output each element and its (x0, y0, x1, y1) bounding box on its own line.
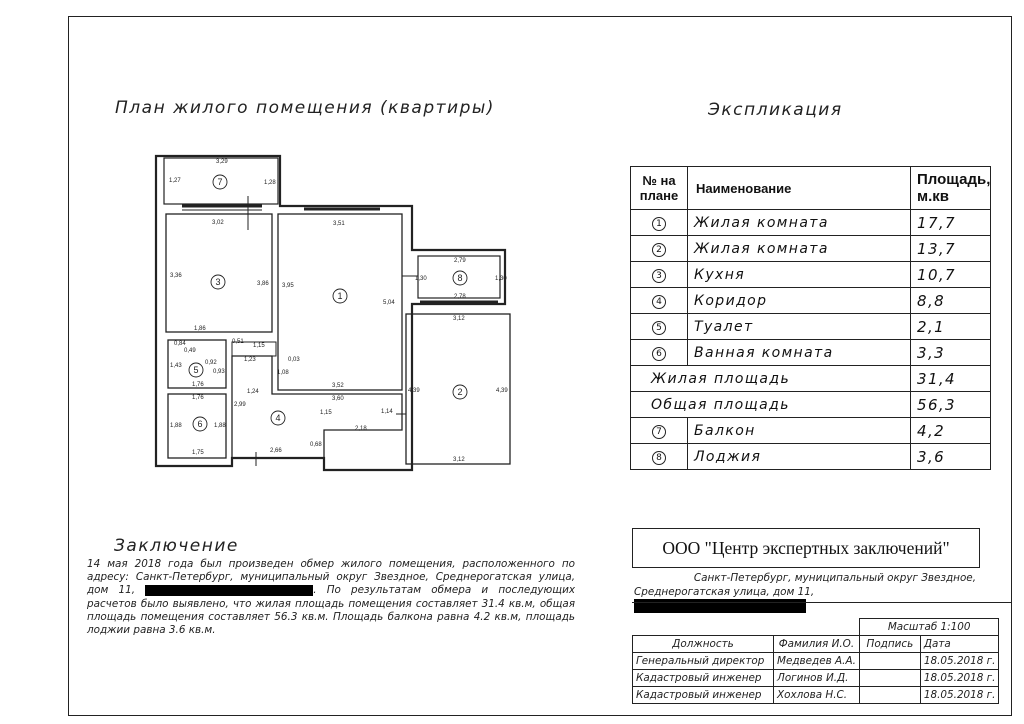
company-name: ООО "Центр экспертных заключений" (632, 528, 980, 568)
dim-label: 0,03 (288, 357, 300, 363)
dim-label: 1,28 (264, 180, 276, 186)
room-name: Лоджия (688, 444, 911, 470)
room-number-circle: 8 (652, 451, 666, 465)
table-row (631, 418, 991, 444)
total-area-label: Общая площадь (631, 392, 911, 418)
address-line-2: Среднерогатская улица, дом 11, (634, 586, 815, 598)
header-sign: Подпись (859, 636, 920, 653)
explication-title: Экспликация (708, 100, 843, 120)
address-line-1: Санкт-Петербург, муниципальный округ Звездное, (693, 572, 976, 584)
room-3-number: 3 (215, 277, 221, 287)
signature-cell (859, 670, 920, 687)
dim-label: 0,51 (232, 339, 244, 345)
room-name: Жилая комната (688, 210, 911, 236)
dim-label: 0,84 (174, 341, 186, 347)
header-date: Дата (920, 636, 999, 653)
dim-label: 3,95 (282, 283, 294, 289)
dim-label: 1,23 (244, 357, 256, 363)
table-row (631, 444, 991, 470)
room-number-circle: 5 (652, 321, 666, 335)
total-area-row (631, 392, 991, 418)
room-area: 17,7 (911, 210, 991, 236)
room-number-circle: 3 (652, 269, 666, 283)
room-1-number: 1 (337, 291, 343, 301)
room-number-circle: 4 (652, 295, 666, 309)
room-8-number: 8 (457, 273, 463, 283)
dim-label: 3,60 (332, 396, 344, 402)
dim-label: 2,18 (355, 426, 367, 432)
company-address (634, 571, 980, 613)
room-name: Ванная комната (688, 340, 911, 366)
dim-label: 3,02 (212, 220, 224, 226)
table-row (631, 236, 991, 262)
signature-header-row (633, 636, 999, 653)
explication-table (630, 166, 991, 470)
room-area: 3,3 (911, 340, 991, 366)
dim-label: 2,99 (234, 402, 246, 408)
conclusion-text-part2: . По результатам обмера и последующих расчетов было выявлено, что жилая площадь помещения составляет 31.4 кв.м, общая площадь помещения составляет 56.3 кв.м. Площадь балкона равна 4.2 кв.м, площадь лоджии равна 3.6 кв.м. (87, 584, 575, 637)
dim-label: 1,08 (277, 370, 289, 376)
header-name: Фамилия И.О. (774, 636, 860, 653)
dim-label: 1,76 (192, 395, 204, 401)
room-name: Кухня (688, 262, 911, 288)
dim-label: 4,39 (408, 388, 420, 394)
room-7-number: 7 (217, 177, 223, 187)
room-name: Балкон (688, 418, 911, 444)
position: Кадастровый инженер (633, 670, 774, 687)
total-area-value: 56,3 (911, 392, 991, 418)
conclusion-title: Заключение (114, 536, 239, 556)
sign-date: 18.05.2018 г. (920, 687, 999, 704)
dim-label: 1,15 (253, 343, 265, 349)
dim-label: 3,12 (453, 457, 465, 463)
header-num: № на плане (631, 167, 688, 210)
redaction-bar (145, 585, 313, 596)
dim-label: 1,88 (170, 423, 182, 429)
conclusion-text-part1: 14 мая 2018 года был произведен обмер жилого помещения, расположенного по адресу: Санкт-Петербург, муниципальный округ Звездное, Среднерогатская улица, дом 11, (87, 558, 575, 597)
room-number-circle: 1 (652, 217, 666, 231)
dim-label: 0,49 (184, 348, 196, 354)
room-number-circle: 2 (652, 243, 666, 257)
dim-label: 1,27 (169, 178, 181, 184)
dim-label: 3,36 (170, 273, 182, 279)
dim-label: 2,79 (454, 258, 466, 264)
table-row (631, 288, 991, 314)
dim-label: 3,52 (332, 383, 344, 389)
room-area: 4,2 (911, 418, 991, 444)
dim-label: 1,76 (192, 382, 204, 388)
signature-cell (859, 653, 920, 670)
dim-label: 0,93 (213, 369, 225, 375)
table-row (631, 314, 991, 340)
dim-label: 2,66 (270, 448, 282, 454)
header-area: Площадь, м.кв (911, 167, 991, 210)
room-4-number: 4 (275, 413, 281, 423)
room-name: Туалет (688, 314, 911, 340)
dim-label: 1,43 (170, 363, 182, 369)
room-area: 2,1 (911, 314, 991, 340)
dim-label: 1,75 (192, 450, 204, 456)
sign-date: 18.05.2018 г. (920, 653, 999, 670)
signature-cell (859, 687, 920, 704)
person-name: Логинов И.Д. (774, 670, 860, 687)
room-area: 8,8 (911, 288, 991, 314)
dim-label: 5,04 (383, 300, 395, 306)
dim-label: 0,68 (310, 442, 322, 448)
header-name: Наименование (688, 167, 911, 210)
dim-label: 1,14 (381, 409, 393, 415)
dim-label: 0,92 (205, 360, 217, 366)
conclusion-text (87, 558, 575, 637)
scale-row (633, 619, 999, 636)
room-area: 13,7 (911, 236, 991, 262)
dim-label: 1,15 (320, 410, 332, 416)
table-row (633, 653, 999, 670)
room-number-circle: 6 (652, 347, 666, 361)
dim-label: 4,39 (496, 388, 508, 394)
plan-title: План жилого помещения (квартиры) (115, 98, 495, 118)
table-row (631, 340, 991, 366)
room-number-circle: 7 (652, 425, 666, 439)
room-5-number: 5 (193, 365, 199, 375)
room-2-number: 2 (457, 387, 463, 397)
room-name: Жилая комната (688, 236, 911, 262)
dim-label: 3,29 (216, 159, 228, 165)
header-position: Должность (633, 636, 774, 653)
living-area-value: 31,4 (911, 366, 991, 392)
table-row (633, 687, 999, 704)
dim-label: 1,86 (194, 326, 206, 332)
room-area: 10,7 (911, 262, 991, 288)
dim-label: 1,24 (247, 389, 259, 395)
explication-header-row (631, 167, 991, 210)
divider (632, 602, 1012, 603)
dim-label: 3,86 (257, 281, 269, 287)
living-area-row (631, 366, 991, 392)
room-6-number: 6 (197, 419, 203, 429)
scale-label: Масштаб 1:100 (859, 619, 999, 636)
dim-label: 1,30 (415, 276, 427, 282)
table-row (631, 210, 991, 236)
room-area: 3,6 (911, 444, 991, 470)
room-name: Коридор (688, 288, 911, 314)
dim-label: 3,12 (453, 316, 465, 322)
position: Генеральный директор (633, 653, 774, 670)
sign-date: 18.05.2018 г. (920, 670, 999, 687)
dim-label: 3,51 (333, 221, 345, 227)
table-row (633, 670, 999, 687)
person-name: Хохлова Н.С. (774, 687, 860, 704)
position: Кадастровый инженер (633, 687, 774, 704)
person-name: Медведев А.А. (774, 653, 860, 670)
living-area-label: Жилая площадь (631, 366, 911, 392)
dim-label: 2,78 (454, 294, 466, 300)
dim-label: 1,88 (214, 423, 226, 429)
table-row (631, 262, 991, 288)
dim-label: 1,30 (495, 276, 507, 282)
signature-table (632, 618, 999, 704)
